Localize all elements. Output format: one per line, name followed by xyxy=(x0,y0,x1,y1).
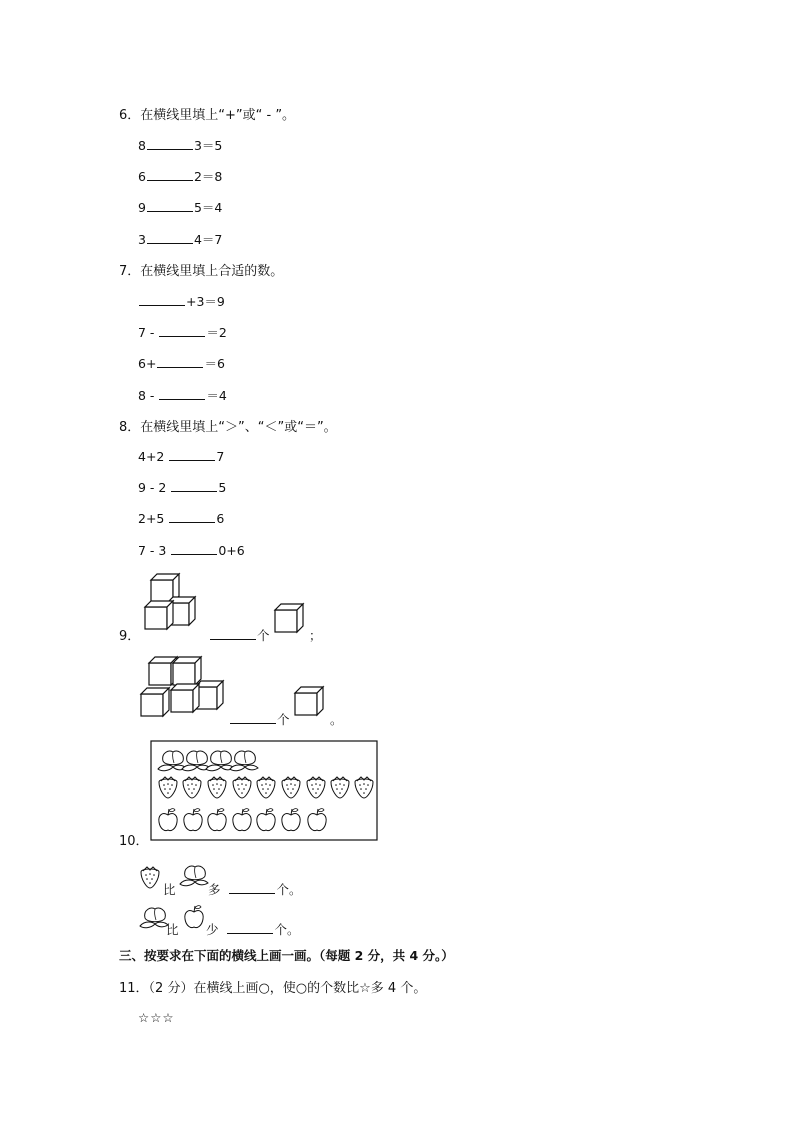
strawberry-icon xyxy=(141,867,159,888)
q9-answer-1: 个 xyxy=(209,626,270,644)
q9-answer-2: 个 xyxy=(229,710,290,728)
peach-icon xyxy=(140,908,168,928)
q10-compare-1: 比 xyxy=(163,882,176,897)
q7-title: 7．在横线里填上合适的数。 xyxy=(119,264,284,279)
q10-compare-2-answer: 少 个。 xyxy=(206,922,300,937)
q8-item-1: 4+2 7 xyxy=(138,449,225,464)
q10-compare-2: 比 xyxy=(166,922,179,937)
q10-compare-1-answer: 多 个。 xyxy=(208,882,302,897)
answer-blank[interactable] xyxy=(229,881,275,894)
q11-stars: ☆☆☆ xyxy=(138,1010,175,1025)
q9-number: 9． xyxy=(119,629,141,644)
section-3-heading: 三、按要求在下面的横线上画一画。（每题 2 分，共 4 分。） xyxy=(119,948,454,963)
q7-item-2: 7 - ＝2 xyxy=(138,325,227,340)
answer-blank[interactable] xyxy=(227,921,273,934)
q8-item-4: 7 - 3 0+6 xyxy=(138,543,245,558)
q6-item-1: 8 3＝5 xyxy=(138,138,223,153)
apple-icon xyxy=(185,906,203,928)
q9-end-2: 。 xyxy=(330,712,343,727)
q6-item-3: 9 5＝4 xyxy=(138,200,223,215)
q6-title: 6．在横线里填上“+”或“ - ”。 xyxy=(119,108,296,123)
q7-item-4: 8 - ＝4 xyxy=(138,388,227,403)
q11-title: 11．（2 分）在横线上画○，使○的个数比☆多 4 个。 xyxy=(119,981,427,996)
q9-end-1: ； xyxy=(309,628,322,643)
q7-item-1: +3＝9 xyxy=(138,292,225,310)
q8-item-3: 2+5 6 xyxy=(138,511,225,526)
q6-item-4: 3 4＝7 xyxy=(138,232,223,247)
q8-title: 8．在横线里填上“＞”、“＜”或“＝”。 xyxy=(119,420,337,435)
q8-item-2: 9 - 2 5 xyxy=(138,480,227,495)
peach-icon xyxy=(180,866,208,886)
q10-number: 10． xyxy=(119,834,149,849)
q6-item-2: 6 2＝8 xyxy=(138,169,223,184)
q7-item-3: 6+ ＝6 xyxy=(138,356,225,371)
